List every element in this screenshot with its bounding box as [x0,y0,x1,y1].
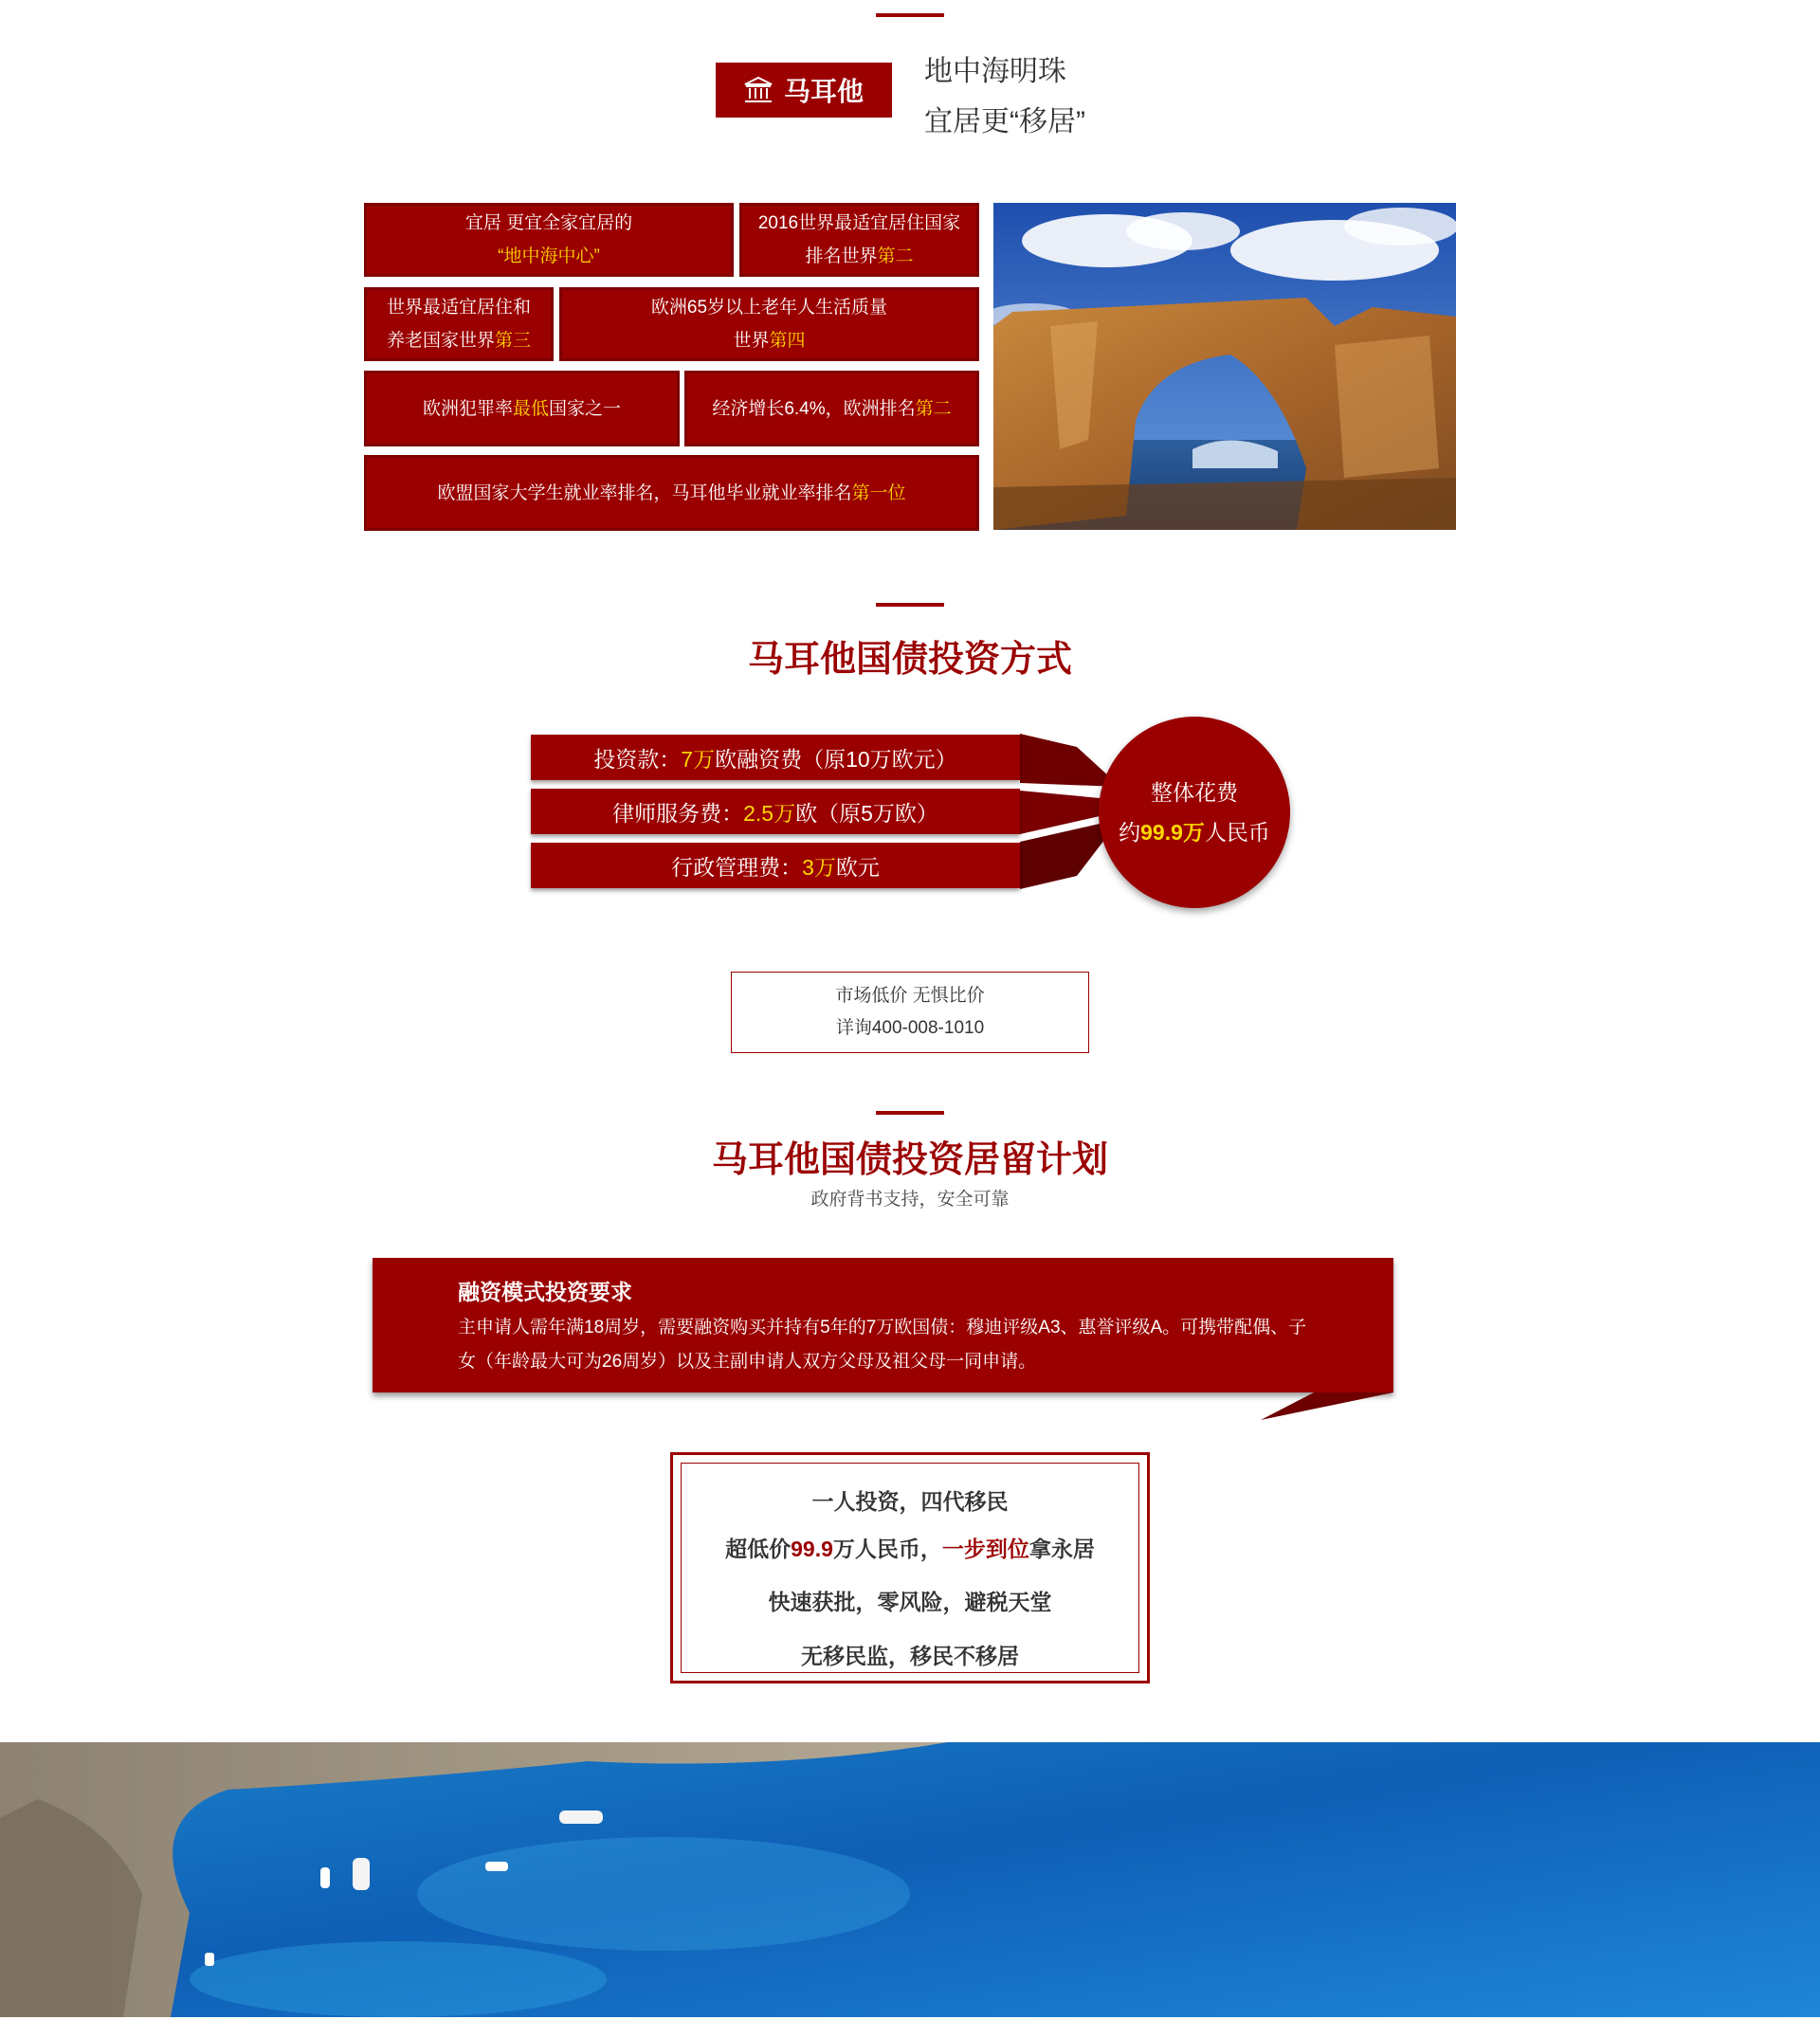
sea-coast-photo [0,1742,1820,2017]
benefit-text: 超低价 [725,1537,792,1561]
total-label: 整体花费 [1151,780,1238,805]
country-badge [716,63,892,118]
benefits-frame [670,1452,1150,1683]
banner-fold [1261,1391,1395,1421]
fact-cell-1 [364,203,734,277]
fact-7-text: 欧盟国家大学生就业率排名，马耳他毕业就业率排名 [437,482,852,503]
fact-2-line1: 2016世界最适宜居住国家 [757,213,961,233]
fact-3-line1: 世界最适宜居住和 [386,298,531,318]
cost-value: 7万 [681,746,716,772]
fact-5-highlight: 最低 [512,398,549,419]
benefit-highlight: 一步到位 [941,1537,1029,1561]
fact-2-highlight: 第二 [877,246,914,266]
fact-cell-2 [739,203,979,277]
benefit-line-1: 一人投资，四代移民 [811,1489,1009,1514]
cost-label: 投资款： [593,746,682,772]
total-value: 99.9万 [1140,820,1205,845]
total-prefix: 约 [1119,820,1141,845]
fact-1-line1: 宜居 更宜全家宜居的 [464,213,633,233]
total-cost-circle [1099,717,1290,908]
fact-2-line2: 排名世界 [805,246,878,266]
section-divider [876,13,944,17]
cost-value: 2.5万 [743,800,796,826]
fact-6-highlight: 第二 [915,398,952,419]
fact-cell-4 [559,287,979,361]
azure-window-photo [993,203,1456,530]
fact-1-highlight: “地中海中心” [498,246,600,266]
cost-label: 律师服务费： [612,800,744,826]
fact-4-line1: 欧洲65岁以上老年人生活质量 [650,298,888,318]
total-unit: 人民币 [1204,820,1270,845]
requirements-title: 融资模式投资要求 [458,1280,632,1304]
benefit-line-4: 无移民监，移民不移居 [801,1644,1019,1668]
plan-subtitle: 政府背书支持，安全可靠 [810,1190,1010,1210]
cost-note: 欧融资费（原10万欧元） [715,746,957,772]
cost-note: 欧（原5万欧） [795,800,938,826]
benefit-line-3: 快速获批，零风险，避税天堂 [768,1590,1052,1614]
section-divider [876,603,944,607]
fact-cell-5 [364,371,680,446]
benefit-price: 99.9 [791,1537,833,1561]
benefit-line-2 [682,1532,1138,1563]
cost-bar-lawyer [531,789,1020,834]
cost-note: 欧元 [835,854,880,880]
requirements-banner [373,1258,1393,1392]
cost-label: 行政管理费： [671,854,803,880]
requirements-text: 主申请人需年满18周岁，需要融资购买并持有5年的7万欧国债：穆迪评级A3、惠誉评级A。可携带配偶、子女（年龄最大可为26周岁）以及主副申请人双方父母及祖父母一同申请。 [458,1318,1307,1372]
fact-4-line2: 世界 [733,331,770,351]
consult-box[interactable] [731,972,1089,1053]
fact-5-text-end: 国家之一 [549,398,622,419]
fact-3-highlight: 第三 [495,331,532,351]
cost-bar-admin [531,843,1020,888]
fact-4-highlight: 第四 [769,331,806,351]
slogan-line-1: 地中海明珠 [924,56,1066,87]
badge-label: 马耳他 [783,77,864,106]
slogan-line-2: 宜居更“移居” [924,106,1085,137]
benefit-text: 万人民币， [832,1537,942,1561]
benefit-text: 拿永居 [1028,1537,1095,1561]
investment-title: 马耳他国债投资方式 [747,640,1072,680]
cost-value: 3万 [802,854,836,880]
consult-line-1: 市场低价 无惧比价 [835,986,985,1006]
fact-7-highlight: 第一位 [851,482,906,503]
fact-6-text: 经济增长6.4%，欧洲排名 [712,398,916,419]
bank-building-icon [744,77,773,103]
consult-phone[interactable]: 详询400-008-1010 [835,1018,985,1038]
fact-cell-7 [364,455,979,531]
cost-bar-investment [531,735,1020,780]
section-divider [876,1111,944,1115]
fact-cell-3 [364,287,554,361]
fact-3-line2: 养老国家世界 [386,331,495,351]
fact-cell-6 [684,371,979,446]
fact-5-text: 欧洲犯罪率 [422,398,513,419]
plan-title: 马耳他国债投资居留计划 [711,1140,1108,1180]
